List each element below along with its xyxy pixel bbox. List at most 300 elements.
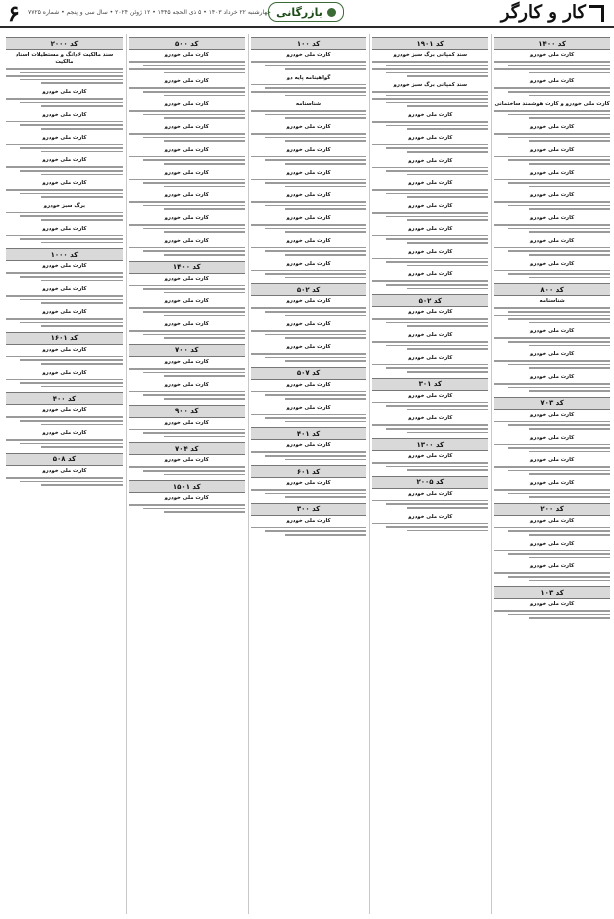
classified-ad <box>251 442 367 460</box>
ad-body-line <box>285 254 366 256</box>
code-header: کد ۷۰۰ <box>129 344 245 357</box>
classified-ad <box>6 309 123 327</box>
ad-body-line <box>494 179 610 181</box>
ad-body-line <box>251 330 367 332</box>
ad-body-line <box>508 273 610 275</box>
classified-ad <box>494 147 610 165</box>
classified-ad <box>372 393 488 411</box>
ad-body-line <box>143 250 245 252</box>
classified-ad <box>494 541 610 559</box>
classified-ad <box>372 226 488 244</box>
classified-ad <box>251 382 367 400</box>
ad-title: کارت ملی خودرو <box>286 442 331 449</box>
ad-body-line <box>285 421 366 423</box>
ad-body-line <box>6 68 123 70</box>
ad-body-line <box>164 254 245 256</box>
ad-body-line <box>20 215 123 217</box>
classified-ad <box>494 52 610 73</box>
ad-body-line <box>285 398 366 400</box>
ad-body-line <box>143 508 245 510</box>
ad-body-line <box>529 473 610 475</box>
ad-title: کارت ملی خودرو <box>408 309 453 316</box>
ad-body-line <box>143 432 245 434</box>
ad-body-line <box>494 224 610 226</box>
ad-body-line <box>529 617 610 619</box>
classified-ad <box>372 52 488 77</box>
ad-body-line <box>508 318 610 320</box>
classified-ad <box>251 261 367 279</box>
ad-body-line <box>164 186 245 188</box>
ad-title: کارت ملی خودرو <box>530 517 575 524</box>
ad-body-line <box>6 416 123 418</box>
ad-body-line <box>129 368 245 370</box>
ad-body-line <box>494 527 610 529</box>
classified-ad <box>251 238 367 256</box>
ad-body-line <box>164 163 245 165</box>
ad-body-line <box>41 82 123 84</box>
ad-body-line <box>529 140 610 142</box>
code-header: کد ۲۰۰ <box>494 503 610 516</box>
ad-body-line <box>20 481 123 483</box>
ad-title: کارت ملی خودرو <box>42 286 87 293</box>
ad-body-line <box>251 61 367 63</box>
code-header: کد ۳۰۰ <box>251 503 367 516</box>
ad-body-line <box>251 201 367 203</box>
ad-body-line <box>407 325 488 327</box>
ad-body-line <box>129 285 245 287</box>
ad-body-line <box>386 193 488 195</box>
code-header: کد ۴۰۱ <box>251 427 367 440</box>
ad-body-line <box>285 315 366 317</box>
corner-bracket-icon <box>589 5 604 22</box>
ad-body-line <box>129 504 245 506</box>
classified-ad <box>6 347 123 365</box>
ad-body-line <box>6 212 123 214</box>
code-header: کد ۱۰۰ <box>251 37 367 50</box>
ad-body-line <box>251 489 367 491</box>
ad-body-line <box>386 466 488 468</box>
ad-title: کارت ملی خودرو <box>164 457 209 464</box>
classified-ad <box>251 405 367 423</box>
ad-body-line <box>251 353 367 355</box>
ad-title: کارت ملی خودرو <box>286 192 331 199</box>
ad-body-line <box>41 105 123 107</box>
ad-title: کارت ملی خودرو <box>530 123 575 130</box>
classified-ad <box>494 412 610 430</box>
ad-body-line <box>386 284 488 286</box>
ad-body-line <box>407 196 488 198</box>
code-header: کد ۷۰۴ <box>129 442 245 455</box>
ad-title: کارت ملی خودرو <box>530 434 575 441</box>
ad-body-line <box>285 95 366 97</box>
ad-body-line <box>6 121 123 123</box>
ad-body-line <box>372 235 488 237</box>
ad-title: کارت ملی خودرو <box>530 146 575 153</box>
ad-body-line <box>494 156 610 158</box>
ad-title: برگ سبز خودرو <box>43 202 86 209</box>
ad-body-line <box>129 391 245 393</box>
classified-ad <box>129 215 245 233</box>
ad-title: کارت ملی خودرو <box>286 321 331 328</box>
ad-body-line <box>285 186 366 188</box>
ad-body-line <box>407 530 488 532</box>
ad-title: کارت ملی خودرو <box>286 381 331 388</box>
ad-body-line <box>6 295 123 297</box>
ad-title: کارت ملی خودرو <box>164 52 209 58</box>
ad-body-line <box>6 356 123 358</box>
ad-body-line <box>529 428 610 430</box>
brand-label: بازرگانی <box>276 5 323 19</box>
ad-body-line <box>265 394 367 396</box>
ad-body-line <box>494 572 610 574</box>
classified-ad <box>129 78 245 96</box>
classified-ad <box>129 420 245 438</box>
ad-title: کارت ملی خودرو <box>408 157 453 164</box>
classified-ad <box>6 157 123 175</box>
classified-ad <box>6 430 123 448</box>
classified-ad <box>494 192 610 210</box>
ad-body-line <box>265 334 367 336</box>
classified-ad <box>129 321 245 339</box>
ad-title: کارت ملی خودرو <box>42 467 87 474</box>
classified-ad <box>494 435 610 453</box>
classified-ad <box>6 468 123 486</box>
classified-ad <box>6 370 123 388</box>
ad-body-line <box>494 61 610 63</box>
ad-body-line <box>285 140 366 142</box>
ad-body-line <box>372 98 488 100</box>
ad-title: کارت ملی خودرو <box>408 513 453 520</box>
classified-ad <box>494 563 610 581</box>
brand-mark-icon <box>327 8 336 17</box>
classified-ad <box>494 328 610 346</box>
ad-body-line <box>129 429 245 431</box>
code-header: کد ۱۴۰۰ <box>129 261 245 274</box>
ad-body-line <box>6 189 123 191</box>
ad-body-line <box>372 258 488 260</box>
classified-ad <box>251 480 367 498</box>
column-1 <box>491 34 610 914</box>
ad-body-line <box>20 124 123 126</box>
ad-body-line <box>529 231 610 233</box>
ad-title: کارت ملی خودرو <box>530 328 575 335</box>
ad-body-line <box>494 201 610 203</box>
ad-body-line <box>164 375 245 377</box>
ad-body-line <box>20 322 123 324</box>
ad-body-line <box>41 386 123 388</box>
ad-body-line <box>265 228 367 230</box>
ad-body-line <box>386 125 488 127</box>
classified-ad <box>251 52 367 70</box>
ad-title: کارت ملی خودرو <box>164 169 209 176</box>
ad-body-line <box>407 432 488 434</box>
code-header: کد ۴۰۰ <box>6 392 123 405</box>
ad-title: کارت ملی خودرو <box>164 275 209 282</box>
classified-ad <box>494 78 610 96</box>
column-4 <box>126 34 245 914</box>
classified-ad <box>251 518 367 536</box>
ad-body-line <box>494 421 610 423</box>
ad-body-line <box>529 580 610 582</box>
ad-body-line <box>386 95 488 97</box>
ad-body-line <box>143 311 245 313</box>
classified-ad <box>6 112 123 130</box>
ad-body-line <box>265 87 367 89</box>
ad-title: کارت ملی خودرو <box>42 346 87 353</box>
ad-title: کارت ملی خودرو <box>164 495 209 502</box>
ad-body-line <box>41 174 123 176</box>
classified-ad <box>251 192 367 210</box>
ad-body-line <box>494 337 610 339</box>
ad-body-line <box>143 205 245 207</box>
ad-body-line <box>20 79 123 81</box>
ad-body-line <box>265 455 367 457</box>
ad-body-line <box>529 277 610 279</box>
ad-body-line <box>508 470 610 472</box>
code-header: کد ۵۰۷ <box>251 367 367 380</box>
ad-title: کارت ملی خودرو <box>42 407 87 414</box>
ad-body-line <box>508 205 610 207</box>
classified-ad <box>6 135 123 153</box>
ad-body-line <box>386 503 488 505</box>
ad-title: کارت ملی خودرو <box>408 225 453 232</box>
ad-body-line <box>494 444 610 446</box>
ad-body-line <box>372 318 488 320</box>
code-header: کد ۷۰۳ <box>494 397 610 410</box>
classified-ad <box>494 170 610 188</box>
ad-body-line <box>386 322 488 324</box>
ad-title: کارت ملی خودرو <box>408 180 453 187</box>
ad-body-line <box>251 391 367 393</box>
ad-body-line <box>129 156 245 158</box>
ad-body-line <box>143 394 245 396</box>
ad-title: کارت ملی خودرو <box>408 331 453 338</box>
code-header: کد ۱۵۰۱ <box>129 480 245 493</box>
ad-title: کارت ملی خودرو <box>286 52 331 58</box>
ad-body-line <box>6 166 123 168</box>
ad-body-line <box>129 466 245 468</box>
classified-ad <box>494 518 610 536</box>
ad-body-line <box>508 228 610 230</box>
ad-body-line <box>494 383 610 385</box>
ad-body-line <box>20 382 123 384</box>
ad-title: کارت ملی خودرو <box>164 146 209 153</box>
ad-title: کارت ملی خودرو <box>42 309 87 315</box>
ad-title: کارت ملی خودرو <box>530 215 575 222</box>
code-header: کد ۵۰۲ <box>372 294 488 307</box>
ad-body-line <box>508 576 610 578</box>
ad-body-line <box>494 133 610 135</box>
ad-title: کارت ملی خودرو <box>530 411 575 418</box>
ad-body-line <box>20 102 123 104</box>
classified-ad <box>494 351 610 369</box>
ad-body-line <box>285 68 366 70</box>
classified-ad <box>372 309 488 327</box>
classified-ad <box>6 286 123 304</box>
ad-body-line <box>407 75 488 77</box>
ad-title: کارت ملی خودرو <box>286 215 331 222</box>
ad-body-line <box>494 247 610 249</box>
classified-ad <box>129 238 245 256</box>
code-header: کد ۱۳۰۰ <box>372 438 488 451</box>
classified-ad <box>129 276 245 294</box>
ad-body-line <box>265 182 367 184</box>
ad-body-line <box>372 280 488 282</box>
code-header: کد ۲۰۰۰ <box>6 37 123 50</box>
classified-ad <box>494 298 610 323</box>
classified-ad <box>6 52 123 84</box>
code-header: کد ۲۰۰۵ <box>372 476 488 489</box>
ad-title: کارت ملی خودرو <box>408 271 453 278</box>
ad-body-line <box>386 367 488 369</box>
ad-title: کارت ملی خودرو <box>286 146 331 153</box>
ad-body-line <box>251 527 367 529</box>
ad-body-line <box>265 137 367 139</box>
ad-body-line <box>386 170 488 172</box>
ad-title: کارت ملی خودرو <box>42 225 87 232</box>
classified-ad <box>372 249 488 267</box>
ad-body-line <box>129 224 245 226</box>
classified-ad <box>129 298 245 316</box>
ad-body-line <box>372 91 488 93</box>
classified-ad <box>251 75 367 96</box>
ad-title: کارت ملی خودرو <box>408 203 453 210</box>
ad-body-line <box>372 364 488 366</box>
ad-title: کارت ملی خودرو <box>42 369 87 376</box>
ad-title: کارت ملی خودرو <box>164 381 209 388</box>
classified-ad <box>6 180 123 198</box>
ad-body-line <box>372 61 488 63</box>
ad-body-line <box>494 87 610 89</box>
ad-title: کارت ملی خودرو <box>408 134 453 141</box>
ad-body-line <box>20 359 123 361</box>
ad-body-line <box>285 337 366 339</box>
classified-ad <box>129 495 245 513</box>
classified-ad <box>129 192 245 210</box>
ad-title: کارت ملی خودرو <box>164 358 209 365</box>
ad-body-line <box>508 114 610 116</box>
classified-ad <box>6 407 123 425</box>
ad-body-line <box>372 68 488 70</box>
ad-body-line <box>386 65 488 67</box>
ad-body-line <box>508 182 610 184</box>
ad-body-line <box>386 261 488 263</box>
ad-title: کارت ملی خودرو <box>42 111 87 118</box>
ad-body-line <box>494 550 610 552</box>
ad-body-line <box>251 133 367 135</box>
ad-body-line <box>41 196 123 198</box>
ad-body-line <box>265 357 367 359</box>
ad-body-line <box>164 315 245 317</box>
ad-body-line <box>407 265 488 267</box>
ad-body-line <box>251 179 367 181</box>
classified-ad <box>494 124 610 142</box>
code-header: کد ۱۰۳ <box>494 586 610 599</box>
ad-body-line <box>143 91 245 93</box>
ad-body-line <box>508 137 610 139</box>
ad-body-line <box>20 420 123 422</box>
ad-title: کارت ملی خودرو <box>286 260 331 267</box>
ad-title: شناسنامه <box>539 298 565 305</box>
classified-ad <box>494 480 610 498</box>
ad-title: کارت ملی خودرو <box>408 415 453 422</box>
ad-body-line <box>129 61 245 63</box>
ad-body-line <box>529 186 610 188</box>
ad-title: کارت ملی خودرو <box>408 392 453 399</box>
classified-ad <box>6 226 123 244</box>
ad-title: کارت ملی خودرو <box>530 373 575 380</box>
ad-title: کارت ملی خودرو <box>530 563 575 570</box>
ad-body-line <box>386 238 488 240</box>
ad-body-line <box>20 299 123 301</box>
classified-ad <box>129 124 245 142</box>
ad-body-line <box>164 231 245 233</box>
ad-body-line <box>529 95 610 97</box>
ad-body-line <box>251 156 367 158</box>
ad-title: کارت ملی خودرو <box>42 430 87 437</box>
classified-ad <box>6 203 123 221</box>
ad-body-line <box>529 496 610 498</box>
ad-title: کارت ملی خودرو <box>530 169 575 176</box>
classified-columns <box>4 34 610 914</box>
classified-ad <box>251 124 367 142</box>
ad-title: کارت ملی خودرو <box>286 480 331 487</box>
ad-title: کارت ملی خودرو <box>42 263 87 270</box>
ad-body-line <box>251 451 367 453</box>
ad-body-line <box>386 216 488 218</box>
ad-body-line <box>164 474 245 476</box>
classified-ad <box>251 101 367 119</box>
classified-ad <box>129 52 245 73</box>
ad-body-line <box>143 372 245 374</box>
ad-body-line <box>285 496 366 498</box>
ad-body-line <box>407 151 488 153</box>
ad-title: کارت ملی خودرو <box>164 78 209 85</box>
ad-body-line <box>372 402 488 404</box>
ad-body-line <box>143 137 245 139</box>
ad-body-line <box>285 360 366 362</box>
ad-title: کارت ملی خودرو <box>286 123 331 130</box>
classified-ad <box>372 514 488 532</box>
ad-title: سند کمپانی برگ سبز خودرو <box>393 52 468 58</box>
ad-body-line <box>508 91 610 93</box>
section-title: کار و کارگر <box>500 2 586 23</box>
code-header: کد ۱۴۰۰ <box>494 37 610 50</box>
classified-ad <box>372 203 488 221</box>
ad-body-line <box>508 424 610 426</box>
ad-body-line <box>143 159 245 161</box>
ad-body-line <box>41 302 123 304</box>
ad-body-line <box>285 208 366 210</box>
ad-body-line <box>129 110 245 112</box>
ad-body-line <box>407 105 488 107</box>
ad-body-line <box>265 250 367 252</box>
ad-body-line <box>407 219 488 221</box>
ad-body-line <box>494 360 610 362</box>
ad-body-line <box>372 424 488 426</box>
ad-body-line <box>372 189 488 191</box>
ad-title: کارت ملی خودرو <box>42 180 87 187</box>
ad-body-line <box>143 65 245 67</box>
ad-body-line <box>372 212 488 214</box>
ad-title: کارت ملی خودرو <box>42 88 87 95</box>
ad-title: کارت ملی خودرو <box>42 157 87 164</box>
classified-ad <box>494 457 610 475</box>
ad-body-line <box>20 238 123 240</box>
ad-title: کارت ملی خودرو <box>164 419 209 426</box>
ad-body-line <box>41 219 123 221</box>
classified-ad <box>372 271 488 289</box>
